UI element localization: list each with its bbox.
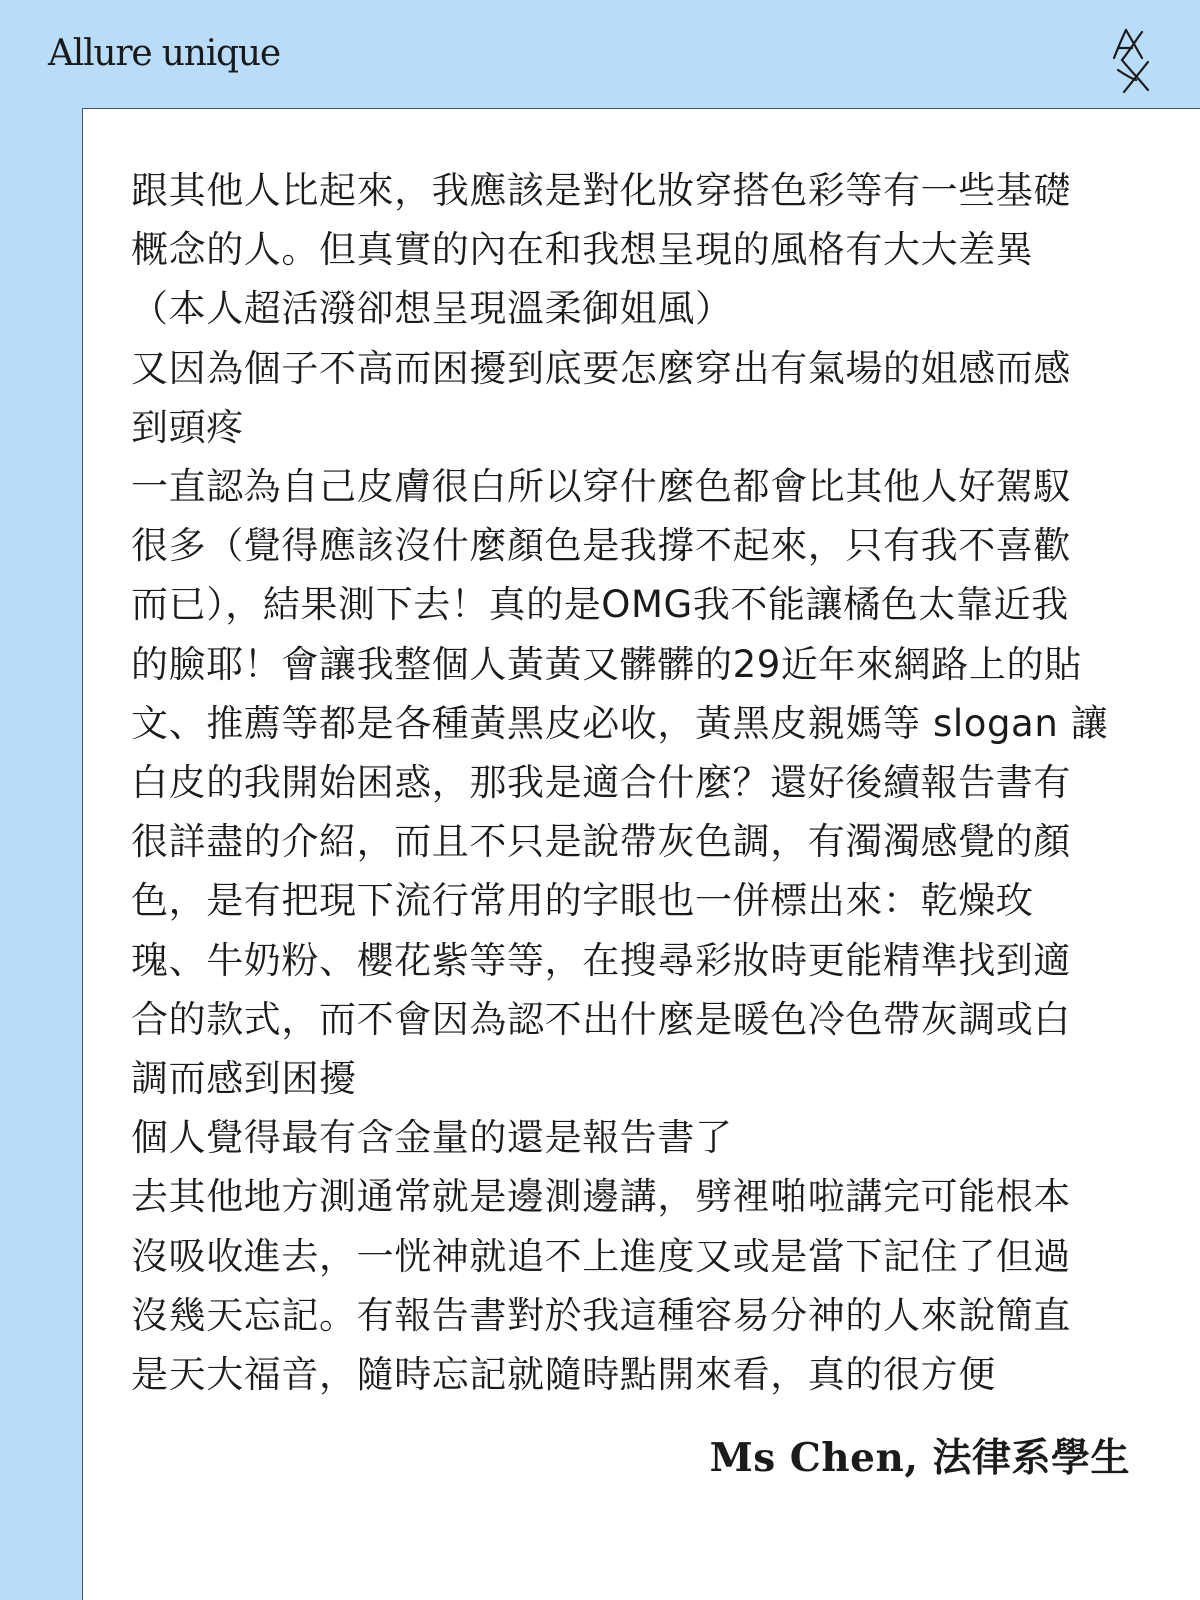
- testimonial-card: [82, 108, 1200, 1600]
- text-line: 文、推薦等都是各種黃黑皮必收，黃黑皮親媽等 slogan 讓: [131, 701, 1109, 745]
- text-line: 很詳盡的介紹，而且不只是說帶灰色調，有濁濁感覺的顏: [131, 820, 1071, 864]
- text-line: 一直認為自己皮膚很白所以穿什麼色都會比其他人好駕馭: [131, 465, 1071, 509]
- text-line: 的臉耶！會讓我整個人黃黃又髒髒的29近年來網路上的貼: [131, 642, 1082, 686]
- testimonial-body: [131, 161, 1161, 1404]
- text-line: 跟其他人比起來，我應該是對化妝穿搭色彩等有一些基礎: [131, 169, 1071, 212]
- text-line: 而已），結果測下去！真的是OMG我不能讓橘色太靠近我: [131, 583, 1069, 627]
- text-line: 瑰、牛奶粉、櫻花紫等等，在搜尋彩妝時更能精準找到適: [131, 938, 1071, 982]
- text-line: 合的款式，而不會因為認不出什麼是暖色冷色帶灰調或白: [131, 997, 1071, 1041]
- text-line: 個人覺得最有含金量的還是報告書了: [131, 1116, 733, 1160]
- logo-monogram-icon: [1108, 28, 1156, 94]
- text-line: 調而感到困擾: [131, 1057, 357, 1101]
- text-line: 是天大福音，隨時忘記就隨時點開來看，真的很方便: [131, 1353, 996, 1397]
- brand-logo: Allure unique: [48, 33, 280, 74]
- text-line: 白皮的我開始困惑，那我是適合什麼？還好後續報告書有: [131, 761, 1071, 805]
- text-line: 色，是有把現下流行常用的字眼也一併標出來：乾燥玫: [131, 879, 1034, 923]
- text-line: 沒吸收進去，一恍神就追不上進度又或是當下記住了但過: [131, 1234, 1071, 1278]
- text-line: 去其他地方測通常就是邊測邊講，劈裡啪啦講完可能根本: [131, 1175, 1071, 1219]
- text-line: 概念的人。但真實的內在和我想呈現的風格有大大差異: [131, 228, 1034, 272]
- testimonial-signature: Ms Chen, 法律系學生: [709, 1435, 1130, 1481]
- text-line: 沒幾天忘記。有報告書對於我這種容易分神的人來說簡直: [131, 1293, 1071, 1337]
- text-line: （本人超活潑卻想呈現溫柔御姐風）: [131, 287, 733, 331]
- text-line: 又因為個子不高而困擾到底要怎麼穿出有氣場的姐感而感: [131, 346, 1071, 390]
- text-line: 很多（覺得應該沒什麼顏色是我撐不起來，只有我不喜歡: [131, 524, 1071, 568]
- text-line: 到頭疼: [131, 405, 244, 449]
